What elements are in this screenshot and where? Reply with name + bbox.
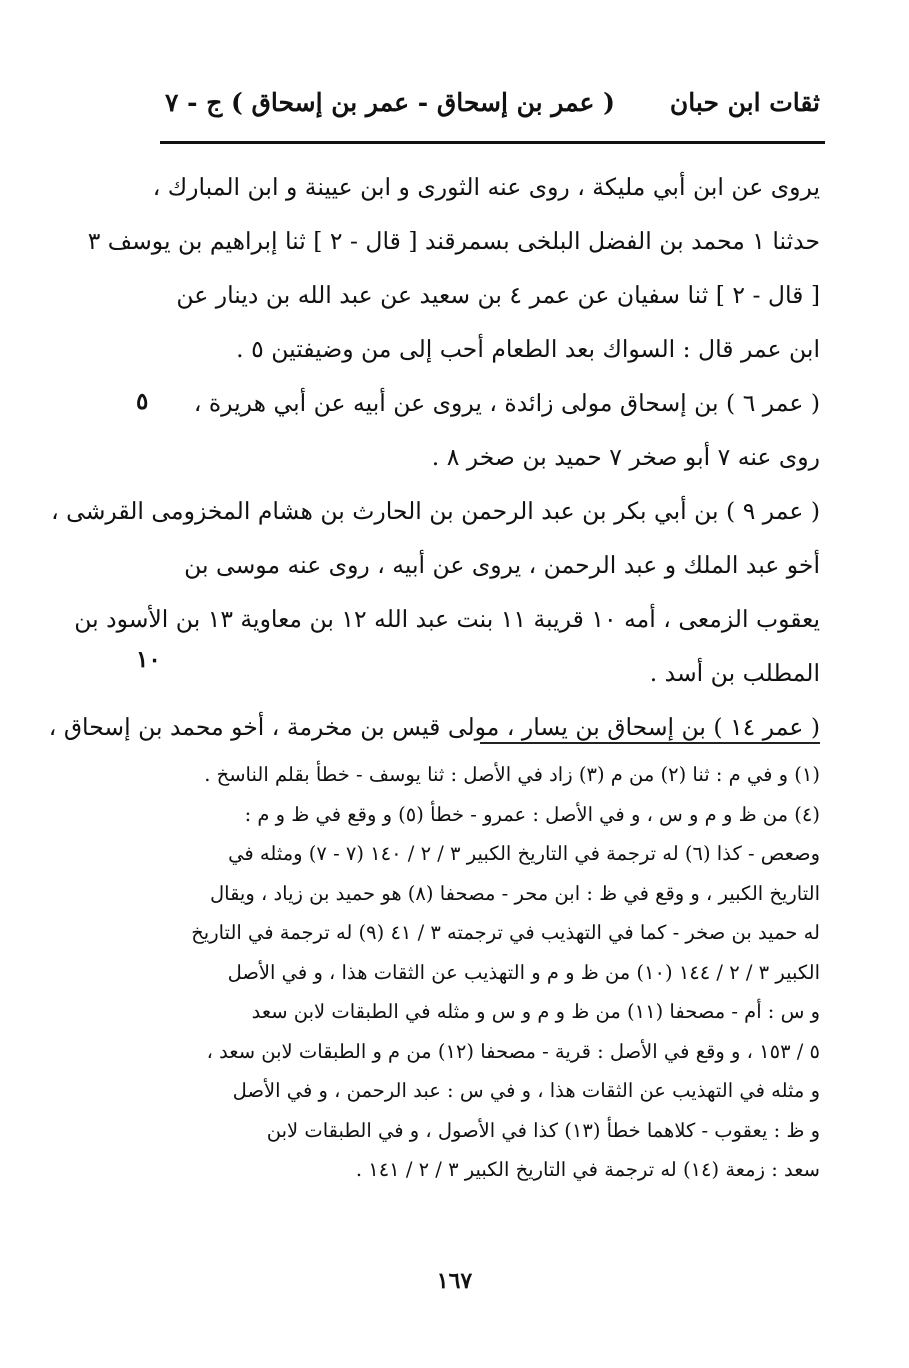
footnote-line: (٤) من ظ و م و س ، و في الأصل : عمرو - خطأ (٥) و وقع في ظ و م : xyxy=(244,802,820,826)
header-section-title: ( عمر بن إسحاق - عمر بن إسحاق ) xyxy=(230,88,615,117)
footnote-line: سعد : زمعة (١٤) له ترجمة في التاريخ الكبير ٣ / ٢ / ١٤١ . xyxy=(355,1158,820,1181)
footnote-line: و ظ : يعقوب - كلاهما خطأ (١٣) كذا في الأصول ، و في الطبقات لابن xyxy=(266,1118,820,1142)
text-line: ابن عمر قال : السواك بعد الطعام أحب إلى من وضيفتين ٥ . xyxy=(236,335,820,363)
text-line: أخو عبد الملك و عبد الرحمن ، يروى عن أبيه ، روى عنه موسى بن xyxy=(184,551,820,579)
text-line: ( عمر ٩ ) بن أبي بكر بن عبد الرحمن بن الحارث بن هشام المخزومى القرشى ، xyxy=(51,497,820,525)
footnote-rule xyxy=(480,742,820,744)
running-header xyxy=(165,88,820,128)
footnote-line: وصعص - كذا (٦) له ترجمة في التاريخ الكبير ٣ / ٢ / ١٤٠ (٧ - ٧) ومثله في xyxy=(228,842,820,865)
header-volume: ج - ٧ xyxy=(165,88,223,117)
footnotes xyxy=(160,755,820,1190)
footnote-line: (١) و في م : ثنا (٢) من م (٣) زاد في الأصل : ثنا يوسف - خطأ بقلم الناسخ . xyxy=(204,763,820,786)
footnote-line: ٥ / ١٥٣ ، و وقع في الأصل : قرية - مصحفا (١٢) من م و الطبقات لابن سعد ، xyxy=(206,1039,820,1063)
footnote-line: و مثله في التهذيب عن الثقات هذا ، و في س : عبد الرحمن ، و في الأصل xyxy=(232,1079,820,1102)
text-line: ( عمر ٦ ) بن إسحاق مولى زائدة ، يروى عن أبيه عن أبي هريرة ، xyxy=(193,389,820,417)
header-book-title: ثقات ابن حبان xyxy=(669,88,820,117)
footnote-line: له حميد بن صخر - كما في التهذيب في ترجمته ٣ / ٤١ (٩) له ترجمة في التاريخ xyxy=(191,921,820,944)
text-line: المطلب بن أسد . xyxy=(649,659,820,687)
line-number-marker: ٥ xyxy=(136,388,149,415)
text-line: [ قال - ٢ ] ثنا سفيان عن عمر ٤ بن سعيد عن عبد الله بن دينار عن xyxy=(176,281,820,309)
main-text xyxy=(48,160,820,754)
line-number-marker: ١٠ xyxy=(136,646,161,673)
text-line: ( عمر ١٤ ) بن إسحاق بن يسار ، مولى قيس بن مخرمة ، أخو محمد بن إسحاق ، xyxy=(48,713,820,741)
text-line: يعقوب الزمعى ، أمه ١٠ قريبة ١١ بنت عبد الله ١٢ بن معاوية ١٣ بن الأسود بن xyxy=(74,605,820,633)
footnote-line: و س : أم - مصحفا (١١) من ظ و م و س و مثله في الطبقات لابن سعد xyxy=(251,1000,820,1023)
text-line: حدثنا ١ محمد بن الفضل البلخى بسمرقند [ قال - ٢ ] ثنا إبراهيم بن يوسف ٣ xyxy=(87,227,820,255)
footnote-line: التاريخ الكبير ، و وقع في ظ : ابن محر - مصحفا (٨) هو حميد بن زياد ، ويقال xyxy=(209,881,820,905)
page-number: ١٦٧ xyxy=(436,1268,473,1294)
footnote-line: الكبير ٣ / ٢ / ١٤٤ (١٠) من ظ و م و التهذيب عن الثقات هذا ، و في الأصل xyxy=(227,960,820,984)
text-line: يروى عن ابن أبي مليكة ، روى عنه الثورى و ابن عيينة و ابن المبارك ، xyxy=(152,173,820,201)
header-rule xyxy=(160,141,825,144)
text-line: روى عنه ٧ أبو صخر ٧ حميد بن صخر ٨ . xyxy=(431,443,820,471)
